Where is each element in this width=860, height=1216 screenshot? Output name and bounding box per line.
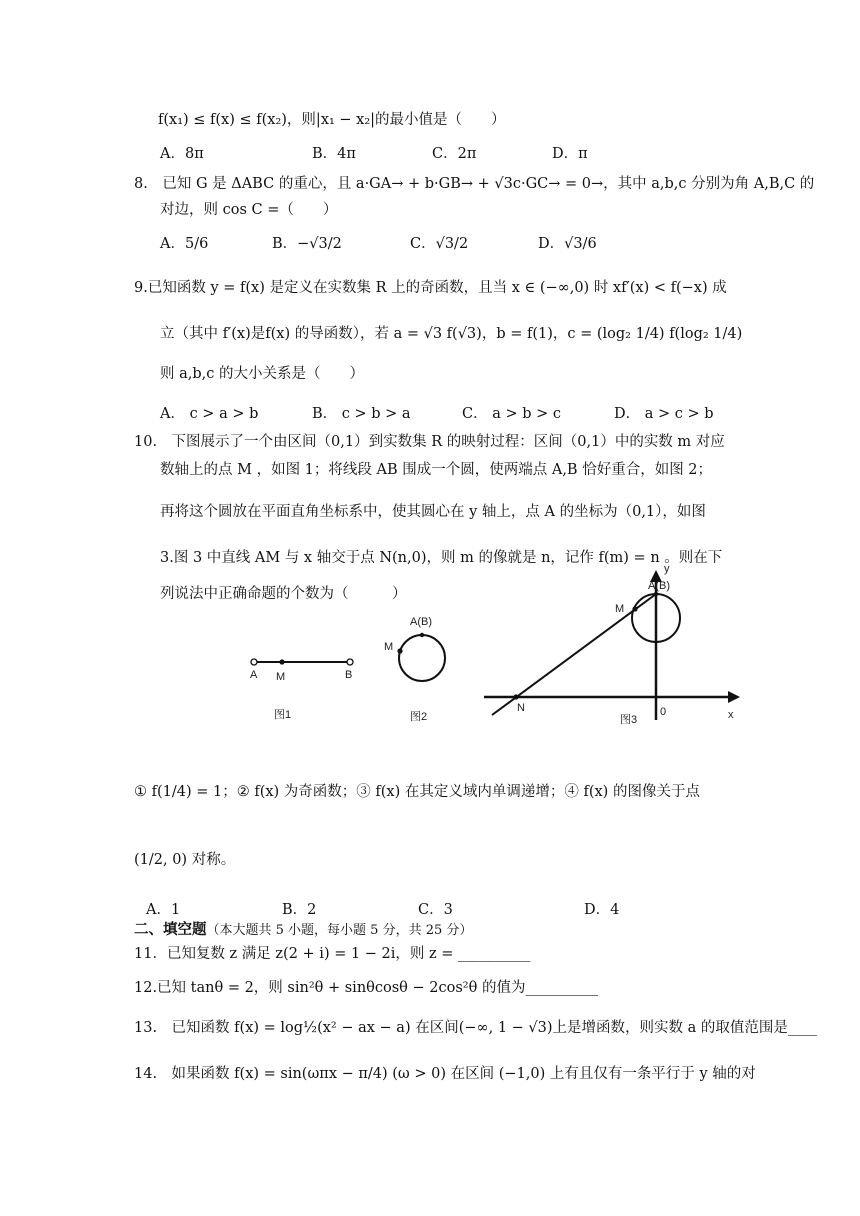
label-x: x xyxy=(728,709,734,721)
q7-continuation: f(x₁) ≤ f(x) ≤ f(x₂)，则|x₁ − x₂|的最小值是（ ） xyxy=(158,112,506,128)
q8-option-c: C．√3/2 xyxy=(410,236,469,252)
q10-option-d: D．4 xyxy=(584,902,620,918)
q10-line3: 再将这个圆放在平面直角坐标系中，使其圆心在 y 轴上，点 A 的坐标为（0,1），如图 xyxy=(160,504,706,520)
q10-statements-2: (1/2, 0) 对称。 xyxy=(134,852,236,868)
q7-option-b: B．4π xyxy=(312,146,356,162)
x-axis-arrow xyxy=(728,691,740,703)
figure-2-caption: 图2 xyxy=(410,711,428,723)
q7-option-c: C．2π xyxy=(432,146,477,162)
figure-2 xyxy=(378,612,468,732)
section-2-title: 二、填空题 xyxy=(134,921,207,938)
label-m: M xyxy=(384,641,394,653)
label-n: N xyxy=(517,702,525,714)
figure-1-caption: 图1 xyxy=(274,709,292,721)
q10-statements: ① f(1/4) = 1；② f(x) 为奇函数；③ f(x) 在其定义域内单调递增；④ f(x) 的图像关于点 xyxy=(134,784,700,800)
q10-line5: 列说法中正确命题的个数为（ ） xyxy=(160,586,407,602)
point-m xyxy=(279,659,284,664)
label-b: B xyxy=(345,669,353,681)
figure-3-caption: 图3 xyxy=(620,714,638,726)
figure-3 xyxy=(484,560,754,732)
q9-option-d: D． a > c > b xyxy=(614,406,714,422)
q9-option-b: B． c > b > a xyxy=(312,406,411,422)
circle-ab xyxy=(399,635,445,681)
section-2-header xyxy=(134,918,472,939)
q8-line2: 对边，则 cos C =（ ） xyxy=(160,202,338,218)
point-ab xyxy=(420,633,424,637)
q7-option-a: A．8π xyxy=(160,146,204,162)
q10-option-a: A．1 xyxy=(146,902,181,918)
q10-line1: 10. 下图展示了一个由区间（0,1）到实数集 R 的映射过程：区间（0,1）中的实数 m 对应 xyxy=(134,434,725,450)
q9-option-a: A． c > a > b xyxy=(160,406,259,422)
q10-line2: 数轴上的点 M ，如图 1；将线段 AB 围成一个圆，使两端点 A,B 恰好重合，如图 2； xyxy=(160,462,713,478)
q13: 13. 已知函数 f(x) = log½(x² − ax − a) 在区间(−∞, 1 − √3)上是增函数，则实数 a 的取值范围是____ xyxy=(134,1020,817,1036)
q14: 14. 如果函数 f(x) = sin(ωπx − π/4) (ω > 0) 在区间 (−1,0) 上有且仅有一条平行于 y 轴的对 xyxy=(134,1066,756,1082)
q9-option-c: C． a > b > c xyxy=(462,406,561,422)
point-b xyxy=(347,659,353,665)
q8-option-b: B．−√3/2 xyxy=(272,236,342,252)
label-m: M xyxy=(276,671,286,683)
point-m xyxy=(397,648,402,653)
point-m xyxy=(632,606,637,611)
q9-line3: 则 a,b,c 的大小关系是（ ） xyxy=(160,366,364,382)
point-n xyxy=(513,694,518,699)
q9-line1: 9.已知函数 y = f(x) 是定义在实数集 R 上的奇函数，且当 x ∈ (−∞,0) 时 xf′(x) < f(−x) 成 xyxy=(134,280,727,296)
q8-option-d: D．√3/6 xyxy=(538,236,597,252)
point-a xyxy=(251,659,257,665)
q9-line2: 立（其中 f′(x)是f(x) 的导函数），若 a = √3 f(√3)，b = f(1)，c = (log₂ 1/4) f(log₂ 1/4) xyxy=(160,326,743,342)
label-ab: A(B) xyxy=(648,580,670,592)
q10-line4: 3.图 3 中直线 AM 与 x 轴交于点 N(n,0)，则 m 的像就是 n，记作 f(m) = n 。则在下 xyxy=(160,550,723,566)
section-2-note: （本大题共 5 小题，每小题 5 分，共 25 分） xyxy=(206,923,473,938)
label-m: M xyxy=(615,603,625,615)
q10-option-b: B．2 xyxy=(282,902,317,918)
q7-option-d: D．π xyxy=(552,146,588,162)
label-origin: 0 xyxy=(660,706,667,718)
q10-option-c: C．3 xyxy=(418,902,453,918)
point-ab xyxy=(654,592,658,596)
label-a: A xyxy=(250,669,258,681)
q8-line1: 8. 已知 G 是 ΔABC 的重心，且 a·GA→ + b·GB→ + √3c·GC→ = 0→，其中 a,b,c 分别为角 A,B,C 的 xyxy=(134,176,815,192)
q11: 11．已知复数 z 满足 z(2 + i) = 1 − 2i，则 z = __________ xyxy=(134,946,531,962)
figure-1 xyxy=(246,648,366,728)
label-ab: A(B) xyxy=(410,616,432,628)
label-y: y xyxy=(664,563,670,575)
q12: 12.已知 tanθ = 2，则 sin²θ + sinθcosθ − 2cos²θ 的值为__________ xyxy=(134,980,598,996)
q8-option-a: A．5/6 xyxy=(160,236,209,252)
